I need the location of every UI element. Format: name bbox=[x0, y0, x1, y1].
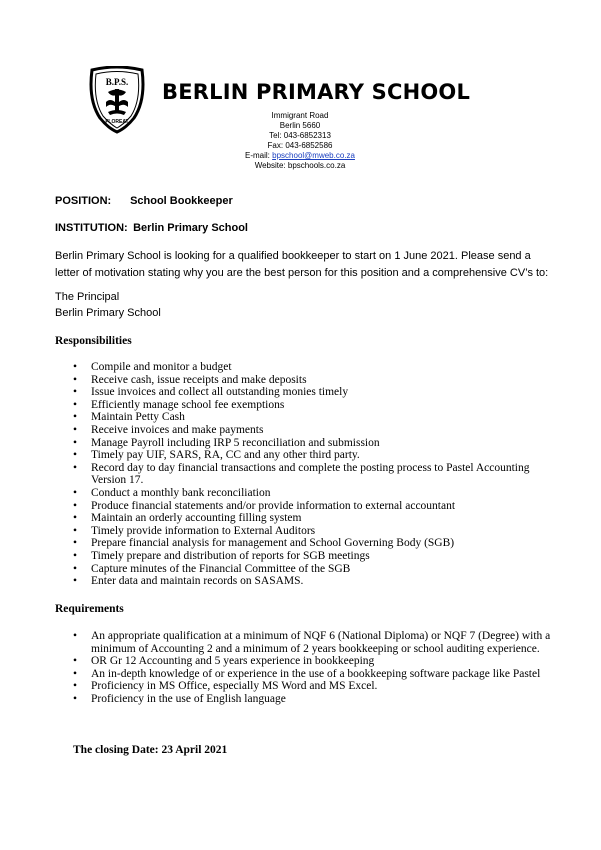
list-item: • Produce financial statements and/or provide information to external accountant bbox=[73, 499, 456, 512]
list-item: • Receive invoices and make payments bbox=[73, 423, 264, 436]
bullet-icon: • bbox=[73, 537, 78, 550]
bullet-icon: • bbox=[73, 436, 78, 449]
list-item: • Timely pay UIF, SARS, RA, CC and any other third party. bbox=[73, 449, 360, 462]
email-line bbox=[230, 151, 370, 161]
bullet-icon: • bbox=[73, 486, 78, 499]
addressee-line-2: Berlin Primary School bbox=[55, 307, 161, 319]
list-item: • Enter data and maintain records on SASAMS. bbox=[73, 575, 304, 588]
bullet-icon: • bbox=[73, 562, 78, 575]
bullet-icon: • bbox=[73, 667, 78, 680]
bullet-icon: • bbox=[73, 499, 78, 512]
bullet-icon: • bbox=[73, 398, 78, 411]
bullet-icon: • bbox=[73, 524, 78, 537]
position-value: School Bookkeeper bbox=[130, 195, 233, 207]
website: Website: bpschools.co.za bbox=[254, 161, 346, 170]
list-item: • Maintain an orderly accounting filling system bbox=[73, 512, 302, 525]
list-item: • Maintain Petty Cash bbox=[73, 411, 185, 424]
list-item: • An appropriate qualification at a minimum of NQF 6 (National Diploma) or NQF 7 (Degree) with a minimum of Accounting 2 and a minimum of 2 years bookkeeping or school auditing experience. bbox=[73, 630, 551, 655]
bullet-icon: • bbox=[73, 680, 78, 693]
telephone: Tel: 043-6852313 bbox=[269, 131, 331, 140]
list-item: • Manage Payroll including IRP 5 reconciliation and submission bbox=[73, 436, 380, 449]
list-item: • Proficiency in the use of English language bbox=[73, 692, 286, 705]
bullet-icon: • bbox=[73, 386, 78, 399]
crest-motto: FLOREAT bbox=[105, 119, 129, 125]
bullet-icon: • bbox=[73, 361, 78, 373]
closing-date: The closing Date: 23 April 2021 bbox=[73, 744, 228, 756]
addressee-block bbox=[55, 289, 161, 321]
bullet-icon: • bbox=[73, 411, 78, 424]
position-label: POSITION: bbox=[55, 195, 112, 207]
list-item: • Receive cash, issue receipts and make deposits bbox=[73, 373, 307, 386]
list-item: • Capture minutes of the Financial Committee of the SGB bbox=[73, 562, 351, 575]
list-item: • Prepare financial analysis for management and School Governing Body (SGB) bbox=[73, 537, 455, 550]
list-item: • Efficiently manage school fee exemptions bbox=[73, 398, 285, 411]
institution-row bbox=[55, 222, 248, 234]
bullet-icon: • bbox=[73, 630, 78, 642]
list-item: • OR Gr 12 Accounting and 5 years experience in bookkeeping bbox=[73, 655, 375, 668]
bullet-icon: • bbox=[73, 575, 78, 588]
school-crest-logo bbox=[86, 66, 148, 134]
requirements-heading: Requirements bbox=[55, 603, 124, 615]
bullet-icon: • bbox=[73, 549, 78, 562]
list-item: • Compile and monitor a budget bbox=[73, 361, 232, 373]
institution-label: INSTITUTION: bbox=[55, 222, 128, 234]
fax: Fax: 043-6852586 bbox=[267, 141, 333, 150]
institution-value: Berlin Primary School bbox=[133, 222, 248, 234]
address-street: Immigrant Road bbox=[271, 111, 329, 120]
bullet-icon: • bbox=[73, 449, 78, 462]
position-row bbox=[55, 195, 233, 207]
bullet-icon: • bbox=[73, 692, 78, 705]
bullet-icon: • bbox=[73, 655, 78, 668]
addressee-line-1: The Principal bbox=[55, 291, 120, 303]
school-name-heading: BERLIN PRIMARY SCHOOL bbox=[162, 80, 471, 104]
list-item: • Timely prepare and distribution of reports for SGB meetings bbox=[73, 549, 370, 562]
list-item: • An in-depth knowledge of or experience in the use of a bookkeeping software package like Pastel bbox=[73, 667, 541, 680]
bullet-icon: • bbox=[73, 512, 78, 525]
list-item: • Timely provide information to External Auditors bbox=[73, 524, 316, 537]
responsibilities-list bbox=[55, 361, 555, 588]
contact-block bbox=[230, 111, 370, 171]
intro-paragraph: Berlin Primary School is looking for a qualified bookkeeper to start on 1 June 2021. Please send a letter of motivation stating why you are the best person for this position and a comprehensive CV’s to: bbox=[55, 250, 549, 279]
crest-initials: B.P.S. bbox=[105, 77, 129, 87]
responsibilities-heading: Responsibilities bbox=[55, 335, 132, 347]
email-label: E-mail: bbox=[245, 151, 270, 160]
list-item: • Conduct a monthly bank reconciliation bbox=[73, 486, 271, 499]
bullet-icon: • bbox=[73, 461, 78, 474]
email-link[interactable]: bpschool@mweb.co.za bbox=[272, 151, 355, 160]
bullet-icon: • bbox=[73, 423, 78, 436]
address-town: Berlin 5660 bbox=[279, 121, 321, 130]
requirements-list bbox=[55, 630, 555, 706]
bullet-icon: • bbox=[73, 373, 78, 386]
list-item: • Record day to day financial transactions and complete the posting process to Pastel Accounting Version 17. bbox=[73, 461, 530, 487]
list-item: • Proficiency in MS Office, especially MS Word and MS Excel. bbox=[73, 680, 378, 693]
list-item: • Issue invoices and collect all outstanding monies timely bbox=[73, 386, 349, 399]
